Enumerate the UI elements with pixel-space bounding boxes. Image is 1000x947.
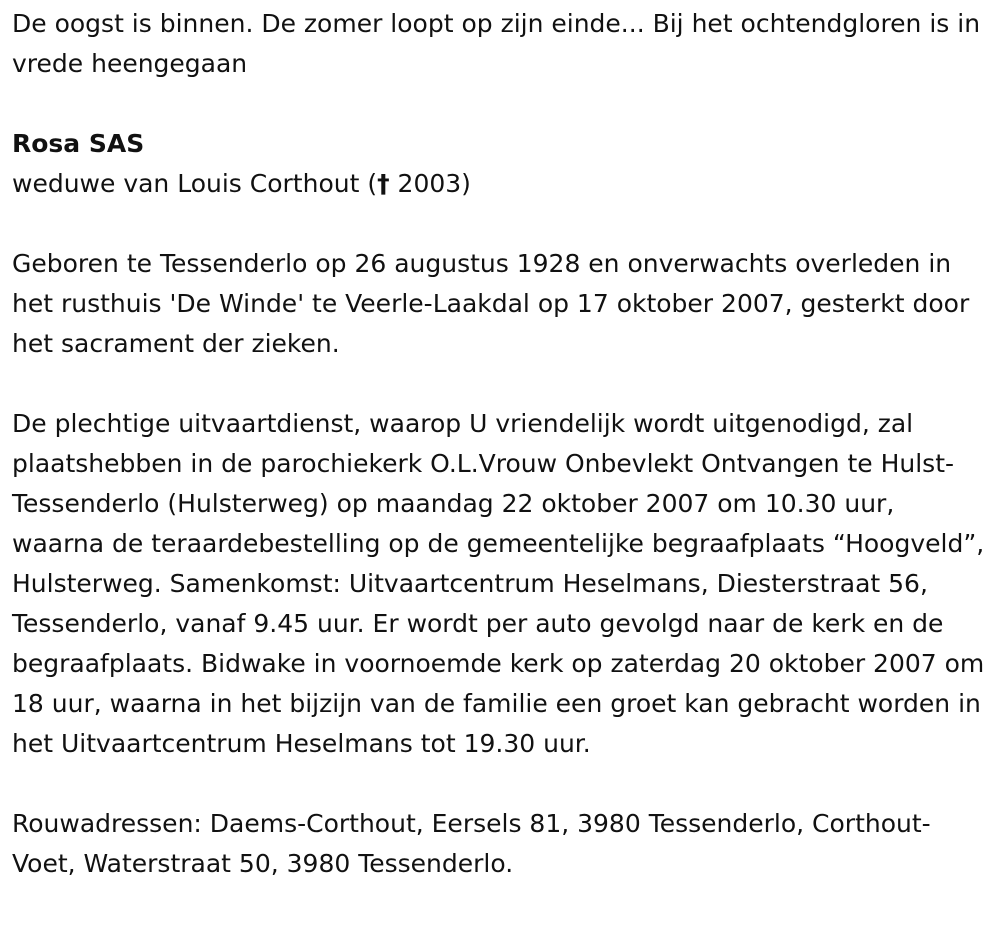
intro-text: De oogst is binnen. De zomer loopt op zijn einde... Bij het ochtendgloren is in vrede heengegaan (12, 9, 981, 78)
spacer (12, 364, 992, 404)
condolence-addresses: Rouwadressen: Daems-Corthout, Eersels 81, 3980 Tessenderlo, Corthout-Voet, Waterstraat 50, 3980 Tessenderlo. (12, 809, 931, 878)
spacer (12, 204, 992, 244)
widow-prefix: weduwe van Louis Corthout ( (12, 169, 378, 198)
deceased-name: Rosa SAS (12, 129, 145, 158)
cross-icon: † (377, 169, 390, 198)
spacer (12, 84, 992, 124)
widow-year: 2003) (389, 169, 471, 198)
spacer (12, 764, 992, 804)
funeral-paragraph: De plechtige uitvaartdienst, waarop U vriendelijk wordt uitgenodigd, zal plaatshebben in de parochiekerk O.L.Vrouw Onbevlekt Ontvangen te Hulst-Tessenderlo (Hulsterweg) op maandag 22 oktober 2007 om 10.30 uur, waarna de teraardebestelling op de gemeentelijke begraafplaats “Hoogveld”, Hulsterweg. Samenkomst: Uitvaartcentrum Heselmans, Diesterstraat 56, Tessenderlo, vanaf 9.45 uur. Er wordt per auto gevolgd naar de kerk en de begraafplaats. Bidwake in voornoemde kerk op zaterdag 20 oktober 2007 om 18 uur, waarna in het bijzijn van de familie een groet kan gebracht worden in het Uitvaartcentrum Heselmans tot 19.30 uur. (12, 409, 985, 758)
birth-death-paragraph: Geboren te Tessenderlo op 26 augustus 1928 en onverwachts overleden in het rusthuis 'De Winde' te Veerle-Laakdal op 17 oktober 2007, gesterkt door het sacrament der zieken. (12, 249, 970, 358)
widow-line (12, 164, 992, 204)
obituary-notice (12, 4, 992, 884)
